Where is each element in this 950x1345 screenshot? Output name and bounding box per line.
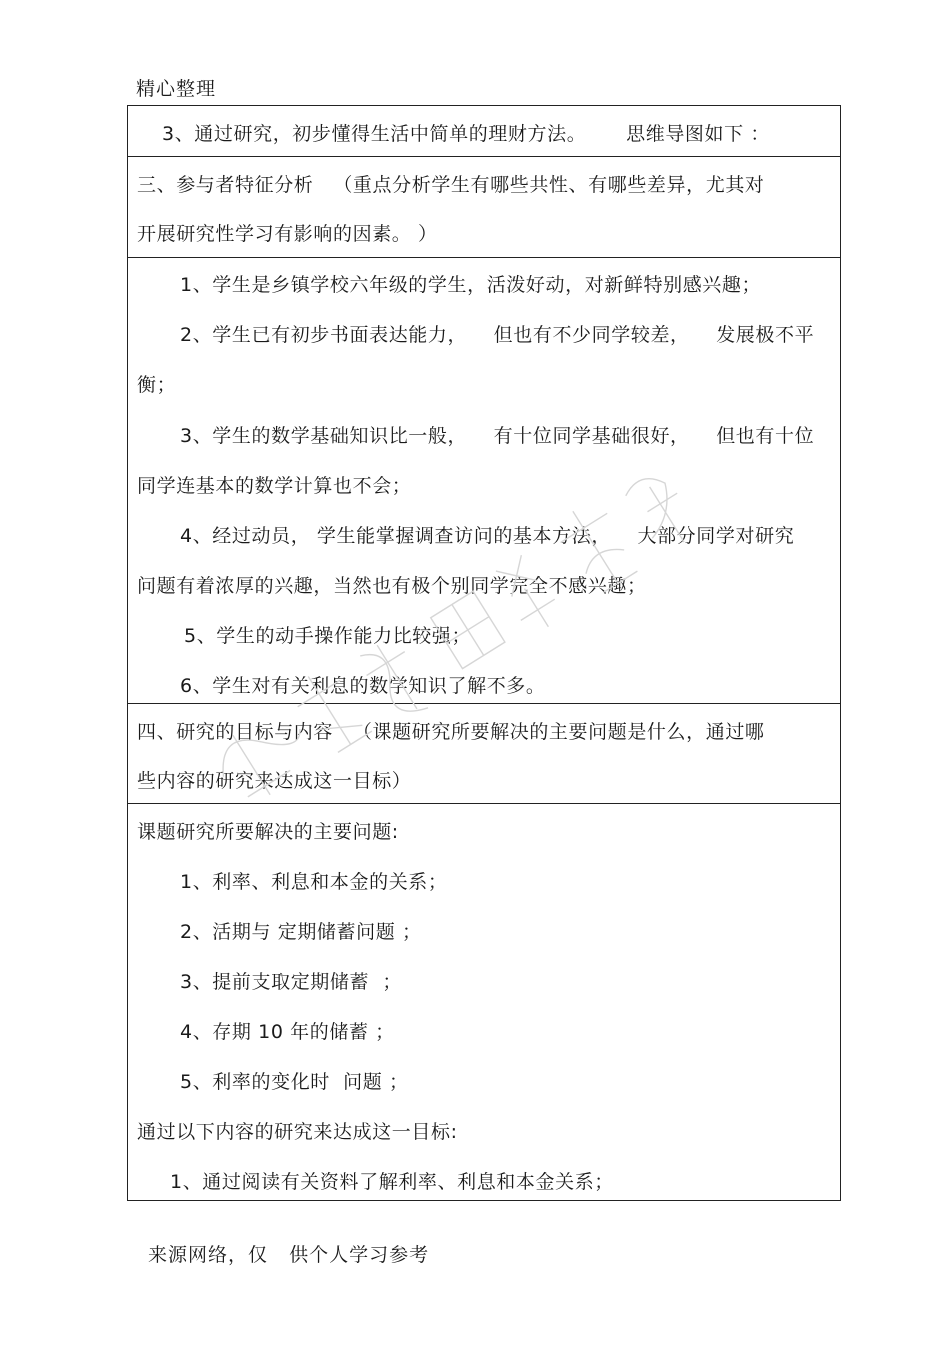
table-row-goal-3 <box>128 106 840 157</box>
analysis-item-4: 4、经过动员， 学生能掌握调查访问的基本方法， 大部分同学对研究 <box>180 525 795 547</box>
analysis-item-2-cont: 衡； <box>137 374 177 396</box>
goals-heading-line1: 四、研究的目标与内容 （课题研究所要解决的主要问题是什么，通过哪 <box>137 721 765 743</box>
analysis-item-6: 6、学生对有关利息的数学知识了解不多。 <box>180 675 546 697</box>
problem-item-1: 1、利率、利息和本金的关系； <box>180 871 448 893</box>
goal-3-text: 3、通过研究，初步懂得生活中简单的理财方法。 思维导图如下 ： <box>162 123 770 145</box>
problem-item-5: 5、利率的变化时 问题 ； <box>180 1071 409 1093</box>
analysis-item-5: 5、学生的动手操作能力比较强； <box>184 625 472 647</box>
table-row-participant-analysis <box>128 258 840 704</box>
page-header: 精心整理 <box>136 78 217 100</box>
problem-item-2: 2、活期与 定期储蓄问题 ； <box>180 921 422 943</box>
problem-item-3: 3、提前支取定期储蓄 ； <box>180 971 402 993</box>
problem-item-4: 4、存期 10 年的储蓄 ； <box>180 1021 395 1043</box>
participant-heading-line1: 三、参与者特征分析 （重点分析学生有哪些共性、有哪些差异，尤其对 <box>137 174 765 196</box>
content-item-1: 1、通过阅读有关资料了解利率、利息和本金关系； <box>170 1171 614 1193</box>
table-row-participant-heading <box>128 157 840 258</box>
page-footer: 来源网络，仅 供个人学习参考 <box>148 1244 430 1266</box>
table-row-goals-heading <box>128 704 840 804</box>
plan-table <box>127 105 841 1201</box>
analysis-item-3-cont: 同学连基本的数学计算也不会； <box>137 475 412 497</box>
analysis-item-2: 2、学生已有初步书面表达能力， 但也有不少同学较差， 发展极不平 <box>180 324 815 346</box>
goals-heading-line2: 些内容的研究来达成这一目标） <box>137 770 412 792</box>
content-title: 通过以下内容的研究来达成这一目标: <box>137 1121 458 1143</box>
table-row-goals-content <box>128 804 840 1200</box>
analysis-item-1: 1、学生是乡镇学校六年级的学生，活泼好动，对新鲜特别感兴趣； <box>180 274 762 296</box>
analysis-item-3: 3、学生的数学基础知识比一般， 有十位同学基础很好， 但也有十位 <box>180 425 815 447</box>
analysis-item-4-cont: 问题有着浓厚的兴趣，当然也有极个别同学完全不感兴趣； <box>137 575 647 597</box>
main-problems-title: 课题研究所要解决的主要问题: <box>137 821 399 843</box>
participant-heading-line2: 开展研究性学习有影响的因素。 ） <box>137 223 438 245</box>
